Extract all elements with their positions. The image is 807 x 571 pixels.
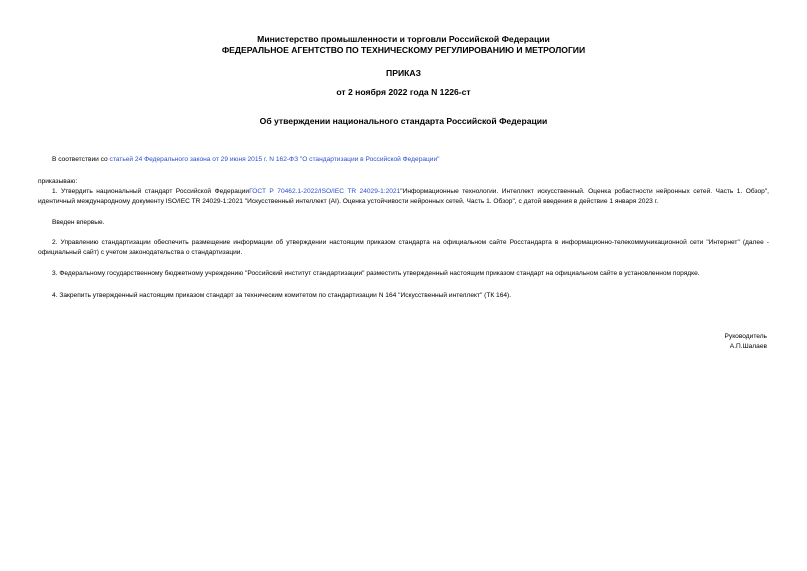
paragraph-1-suffix: "Информационные технологии. Интеллект искусственный. Оценка робастности нейронных сетей. Часть 1. Обзор", идентичный международному документу ISO/IEC TR 24029-1:2021 "Искусственный интеллект (AI). Оценка устойчивости нейронных сетей. Часть 1. Обзор", с датой введения в действие 1 января 2023 г. [38, 188, 769, 205]
paragraph-3: 3. Федеральному государственному бюджетному учреждению "Российский институт стандартизации" разместить утвержденный настоящим приказом стандарт на официальном сайте в установленном порядке. [52, 270, 700, 277]
preamble [38, 155, 769, 165]
document-subject: Об утверждении национального стандарта Российской Федерации [259, 116, 548, 126]
introduced-note: Введен впервые. [52, 219, 105, 226]
signatory-title: Руководитель [724, 333, 767, 340]
signatory-name: А.П.Шалаев [729, 343, 767, 350]
document-type: ПРИКАЗ [386, 68, 421, 78]
paragraph-1-prefix: 1. Утвердить национальный стандарт Российской Федерации [52, 188, 250, 195]
ministry-name: Министерство промышленности и торговли Российской Федерации [257, 34, 550, 44]
paragraph-2: 2. Управлению стандартизации обеспечить размещение информации об утверждении настоящим приказом стандарта на официальном сайте Росстандарта в информационно-телекоммуникационной сети "Интернет" (далее - официальный сайт) с учетом законодательства о стандартизации. [38, 239, 769, 256]
law-link[interactable]: статьей 24 Федерального закона от 29 июня 2015 г. N 162-ФЗ "О стандартизации в Российской Федерации" [109, 156, 440, 163]
agency-name: ФЕДЕРАЛЬНОЕ АГЕНТСТВО ПО ТЕХНИЧЕСКОМУ РЕГУЛИРОВАНИЮ И МЕТРОЛОГИИ [221, 45, 586, 55]
paragraph-4: 4. Закрепить утвержденный настоящим приказом стандарт за техническим комитетом по стандартизации N 164 "Искусственный интеллект" (ТК 164). [52, 292, 512, 299]
standard-link[interactable]: ГОСТ Р 70462.1-2022/ISO/IEC TR 24029-1:2021 [249, 188, 401, 195]
signature-block [725, 332, 767, 352]
paragraph-1 [38, 187, 769, 207]
date-number: от 2 ноября 2022 года N 1226-ст [336, 87, 471, 97]
document-header [0, 34, 807, 56]
order-word: приказываю: [38, 178, 78, 185]
preamble-prefix: В соответствии со [52, 156, 110, 163]
